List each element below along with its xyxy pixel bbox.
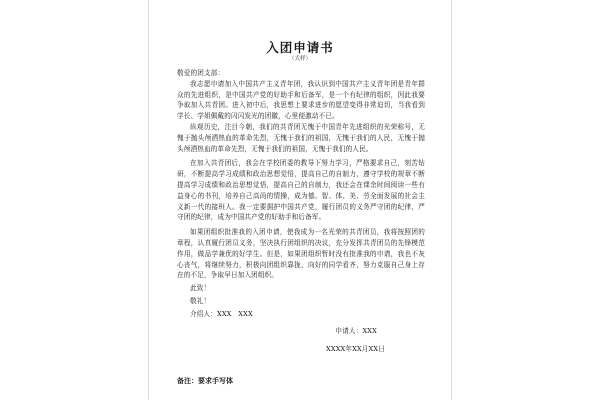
document-title: 入团申请书 xyxy=(266,40,334,55)
document-body xyxy=(177,68,425,355)
application-page xyxy=(148,0,452,400)
date-line: XXXX年XX月XX日 xyxy=(326,345,385,354)
introducer-line: 介绍人：XXX XXX xyxy=(190,309,253,318)
paragraph-3: 在加入共青团后，我会在学校团委的教导下努力学习，严格要求自己，刻苦钻研，不断提高学习成绩和政治思想觉悟，提高自己的自制力，遵守学校的规章不断提高学习成绩和政治思想觉悟，提高自己的自制力，我还会在课余时间阅读一些有益身心的书刊，培养自己高尚的情操，成为德、智、体、美、劳全面发展的社会主义新一代的接班人。我一定要拥护中国共产党，履行团员的义务严守团的纪律，严守团的纪律，成为中国共产党的好助手和后备军。 xyxy=(177,159,425,222)
closing-line-1: 此致！ xyxy=(190,284,211,293)
paragraph-1: 我志愿申请加入中国共产主义青年团，我认识到中国共产主义青年团是青年群众的先进组织，是中国共产党的好助手和后备军，是一个有纪律的组织，因此我要争取加入共青团。进入初中后，我思想上要求进步的愿望变得非常迫切，当我看到学长、学姐佩戴的闪闪发光的团徽，心里便激动不已。 xyxy=(177,79,425,121)
paragraph-2: 纵观历史，注目今朝，我们的共青团无愧于中国青年先进组织的光荣称号，无愧于抛头颅洒热血的革命先烈，无愧于我们的祖国，无愧于我们的人民，无愧于抛头颅洒热血的革命先烈，无愧于我们的祖国，无愧于我们的人民。 xyxy=(177,122,425,153)
paragraph-4: 如果团组织批准我的入团申请，使我成为一名光荣的共青团员，我将按照团的章程，认真履行团员义务，坚决执行团组织的决议，充分发挥共青团员的先锋模范作用，做品学兼优的好学生。但是，如果团组织暂时没有批准我的申请，我也不灰心丧气，将继续努力，积极向团组织靠拢，向好的同学看齐，努力克服自己身上存在的不足，争取早日加入团组织。 xyxy=(177,228,425,280)
remark-note: 备注：要求手写体 xyxy=(177,377,233,385)
document-subtitle: （式样） xyxy=(288,56,311,62)
salutation: 敬爱的团支部： xyxy=(177,69,225,77)
closing-line-2: 敬礼！ xyxy=(190,296,211,305)
applicant-line: 申请人：XXX xyxy=(335,326,377,335)
